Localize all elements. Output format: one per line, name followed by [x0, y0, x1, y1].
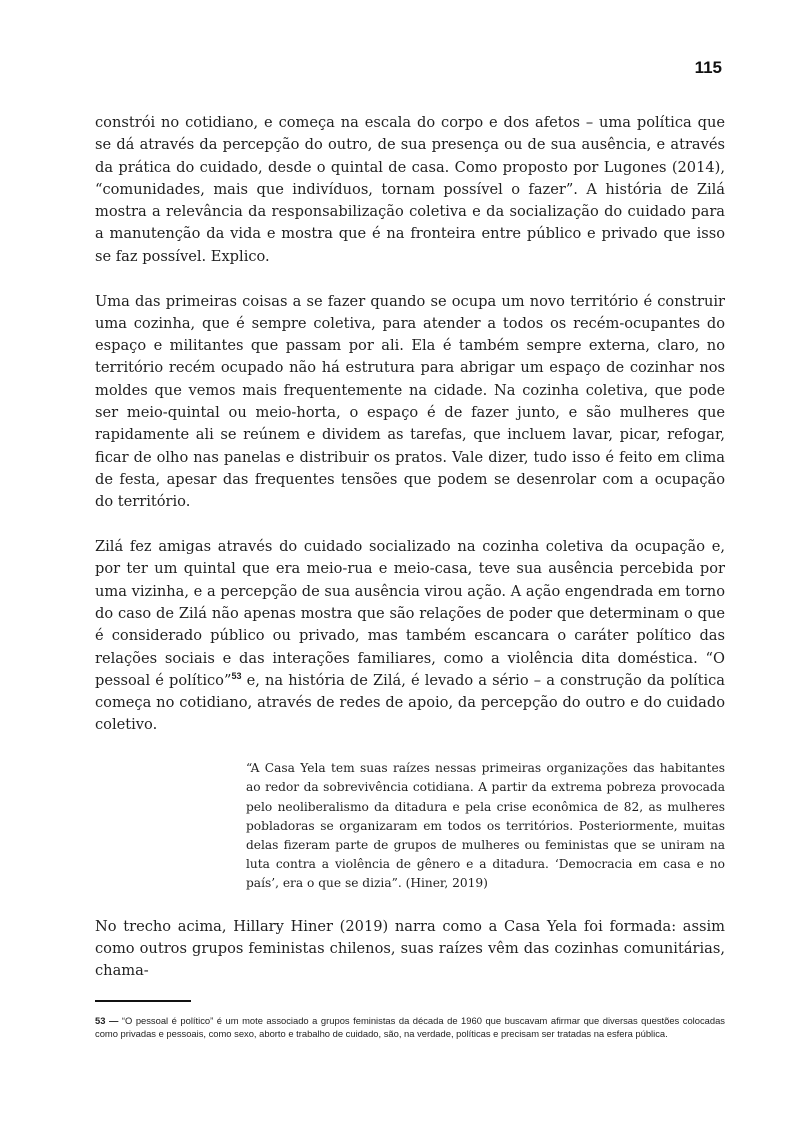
footnote-reference[interactable]: 53: [231, 670, 242, 681]
footnote-divider: [95, 1000, 191, 1002]
paragraph-3-text-continued: e, na história de Zilá, é levado a sério – a construção da política começa no cotidiano, através de redes de apoio, da percepção do outro e do cuidado coletivo.: [95, 671, 725, 734]
page-number: 115: [694, 58, 722, 77]
footnote: [95, 1014, 725, 1040]
paragraph-3: [95, 536, 725, 737]
paragraph-1: constrói no cotidiano, e começa na escala do corpo e dos afetos – uma política que se dá através da percepção do outro, de sua presença ou de sua ausência, e através da prática do cuidado, desde o quintal de casa. Como proposto por Lugones (2014), “comunidades, mais que indivíduos, tornam possível o fazer”. A história de Zilá mostra a relevância da responsabilização coletiva e da socialização do cuidado para a manutenção da vida e mostra que é na fronteira entre público e privado que isso se faz possível. Explico.: [95, 114, 725, 265]
footnote-text: “O pessoal é político” é um mote associado a grupos feministas da década de 1960 que buscavam afirmar que diversas questões colocadas como privadas e pessoais, como sexo, aborto e trabalho de cuidado, são, na verdade, políticas e precisam ser tratadas na esfera pública.: [95, 1015, 725, 1039]
body-text: [95, 112, 725, 1005]
footnote-marker: 53 —: [95, 1015, 119, 1026]
paragraph-3-text: Zilá fez amigas através do cuidado socializado na cozinha coletiva da ocupação e, por ter um quintal que era meio-rua e meio-casa, teve sua ausência percebida por uma vizinha, e a percepção de sua ausência virou ação. A ação engendrada em torno do caso de Zilá não apenas mostra que são relações de poder que determinam o que é considerado público ou privado, mas também escancara o caráter político das relações sociais e das interações familiares, como a violência dita doméstica. “O pessoal é político”: [95, 538, 725, 689]
paragraph-2: Uma das primeiras coisas a se fazer quando se ocupa um novo território é construir uma cozinha, que é sempre coletiva, para atender a todos os recém-ocupantes do espaço e militantes que passam por ali. Ela é também sempre externa, claro, no território recém ocupado não há estrutura para abrigar um espaço de cozinhar nos moldes que vemos mais frequentemente na cidade. Na cozinha coletiva, que pode ser meio-quintal ou meio-horta, o espaço é de fazer junto, e são mulheres que rapidamente ali se reúnem e dividem as tarefas, que incluem lavar, picar, refogar, ficar de olho nas panelas e distribuir os pratos. Vale dizer, tudo isso é feito em clima de festa, apesar das frequentes tensões que podem se desenrolar com a ocupação do território.: [95, 292, 725, 511]
block-quote: “A Casa Yela tem suas raízes nessas primeiras organizações das habitantes ao redor da sobrevivência cotidiana. A partir da extrema pobreza provocada pelo neoliberalismo da ditadura e pela crise econômica de 82, as mulheres pobladoras se organizaram em todos os territórios. Posteriormente, muitas delas fizeram parte de grupos de mulheres ou feministas que se uniram na luta contra a violência de gênero e a ditadura. ‘Democracia em casa e no país’, era o que se dizia”. (Hiner, 2019): [246, 761, 725, 891]
paragraph-4: No trecho acima, Hillary Hiner (2019) narra como a Casa Yela foi formada: assim como outros grupos feministas chilenos, suas raízes vêm das cozinhas comunitárias, chama-: [95, 917, 725, 980]
